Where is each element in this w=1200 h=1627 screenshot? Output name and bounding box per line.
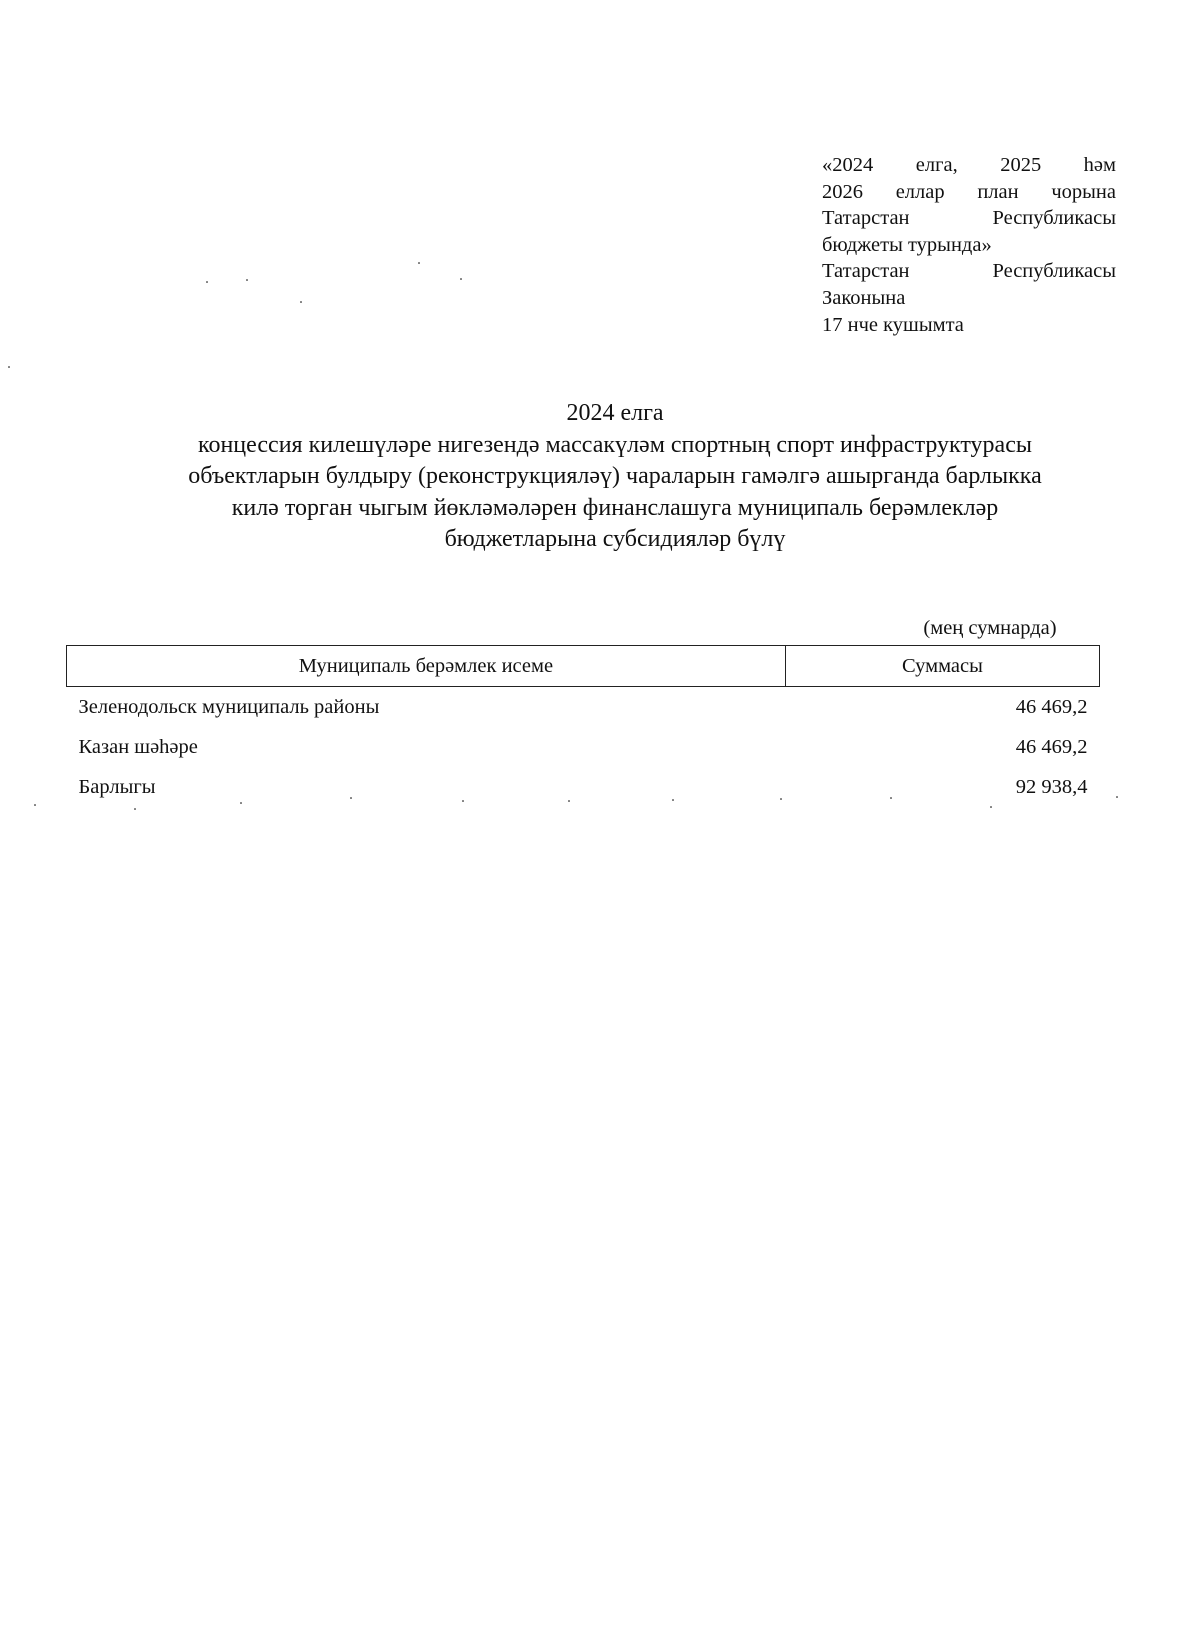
annex-line-5: Татарстан Республикасы (822, 260, 1116, 283)
scan-speck (672, 799, 674, 801)
unit-note: (мең сумнарда) (923, 617, 1057, 639)
title-line-3: объектларын булдыру (реконструкцияләү) чараларын гамәлгә ашырганда барлыкка (188, 463, 1042, 489)
scan-speck (1116, 796, 1118, 798)
title-line-4: килә торган чыгым йөкләмәләрен финанслашуга муниципаль берәмлекләр (231, 494, 999, 521)
total-sum: 92 938,4 (1015, 775, 1088, 798)
annex-line-2: 2026 еллар план чорына (822, 180, 1116, 203)
annex-line-6: Законына (822, 286, 906, 309)
scan-speck (8, 366, 10, 368)
title-line-5: бюджетларына субсидияләр бүлү (444, 526, 786, 552)
table-body (67, 687, 1100, 808)
row-name: Казан шәһәре (78, 735, 198, 758)
row-name: Зеленодольск муниципаль районы (78, 695, 380, 718)
title-line-1: 2024 елга (566, 400, 664, 426)
scan-speck (300, 301, 302, 303)
row-sum: 46 469,2 (1015, 695, 1088, 718)
scan-speck (780, 798, 782, 800)
document-title (80, 398, 1150, 556)
annex-line-7: 17 нче кушымта (822, 313, 964, 336)
row-sum: 46 469,2 (1015, 735, 1088, 758)
table-row (67, 727, 1100, 767)
annex-line-1: «2024 елга, 2025 һәм (822, 154, 1116, 176)
annex-reference (822, 152, 1116, 338)
table-row (67, 687, 1100, 728)
header-municipality-name: Муниципаль берәмлек исеме (67, 646, 786, 687)
scan-speck (418, 262, 420, 264)
header-sum: Суммасы (785, 646, 1099, 687)
scan-speck (34, 804, 36, 806)
scan-speck (990, 806, 992, 808)
annex-line-3: Татарстан Республикасы (822, 207, 1116, 230)
total-label: Барлыгы (78, 775, 156, 798)
subsidy-table (66, 645, 1100, 807)
scan-speck (568, 800, 570, 802)
title-line-2: концессия килешүләре нигезендә массакүләм спортның спорт инфраструктурасы (198, 431, 1032, 458)
scan-speck (890, 797, 892, 799)
scan-speck (350, 797, 352, 799)
scan-speck (134, 808, 136, 810)
scan-speck (462, 800, 464, 802)
scan-speck (206, 281, 208, 283)
annex-line-4: бюджеты турында» (822, 233, 992, 256)
table-row-total (67, 767, 1100, 807)
table-header-row (67, 646, 1100, 687)
scan-speck (246, 279, 248, 281)
table-header (67, 646, 1100, 687)
scan-speck (240, 802, 242, 804)
scan-speck (460, 278, 462, 280)
